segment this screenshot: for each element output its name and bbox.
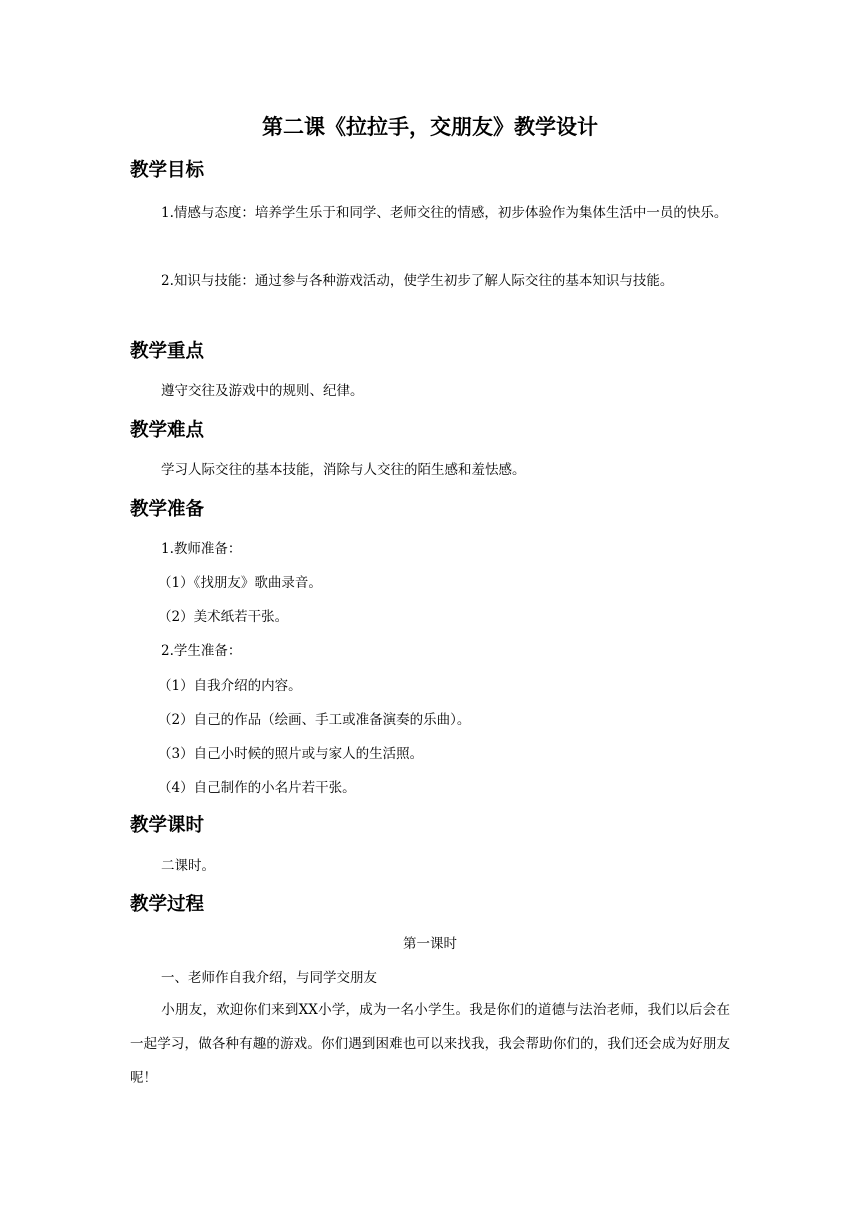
student-prep-item: （3）自己小时候的照片或与家人的生活照。	[158, 746, 424, 762]
key-points-text: 遵守交往及游戏中的规则、纪律。	[161, 383, 364, 399]
goal-paragraph-1-text: 1.情感与态度：培养学生乐于和同学、老师交往的情感，初步体验作为集体生活中一员的快乐。	[161, 205, 728, 221]
periods-text: 二课时。	[161, 858, 215, 874]
section-heading-1: 一、老师作自我介绍，与同学交朋友	[161, 970, 377, 986]
document-title: 第二课《拉拉手，交朋友》教学设计	[262, 115, 598, 139]
heading-periods: 教学课时	[130, 815, 205, 836]
teacher-prep-item: （2）美术纸若干张。	[158, 609, 289, 625]
teacher-prep-label: 1.教师准备：	[161, 541, 242, 557]
heading-key-points: 教学重点	[130, 341, 205, 362]
heading-process: 教学过程	[130, 894, 205, 915]
process-paragraph	[130, 993, 730, 1095]
heading-difficulties: 教学难点	[130, 420, 205, 441]
difficulties-text: 学习人际交往的基本技能，消除与人交往的陌生感和羞怯感。	[161, 462, 526, 478]
goal-paragraph-1	[130, 196, 730, 230]
student-prep-item: （4）自己制作的小名片若干张。	[158, 780, 356, 796]
process-paragraph-text: 小朋友，欢迎你们来到XX小学，成为一名小学生。我是你们的道德与法治老师，我们以后会在一起学习，做各种有趣的游戏。你们遇到困难也可以来找我，我会帮助你们的，我们还会成为好朋友呢！	[130, 1002, 730, 1086]
teacher-prep-item: （1）《找朋友》歌曲录音。	[158, 575, 322, 591]
heading-teaching-goals: 教学目标	[130, 160, 205, 181]
student-prep-label: 2.学生准备：	[161, 643, 242, 659]
goal-paragraph-2	[130, 264, 730, 298]
student-prep-item: （1）自我介绍的内容。	[158, 678, 302, 694]
goal-paragraph-2-text: 2.知识与技能：通过参与各种游戏活动，使学生初步了解人际交往的基本知识与技能。	[161, 273, 674, 289]
period-title: 第一课时	[403, 936, 457, 952]
student-prep-item: （2）自己的作品（绘画、手工或准备演奏的乐曲）。	[158, 712, 471, 728]
heading-preparation: 教学准备	[130, 499, 205, 520]
